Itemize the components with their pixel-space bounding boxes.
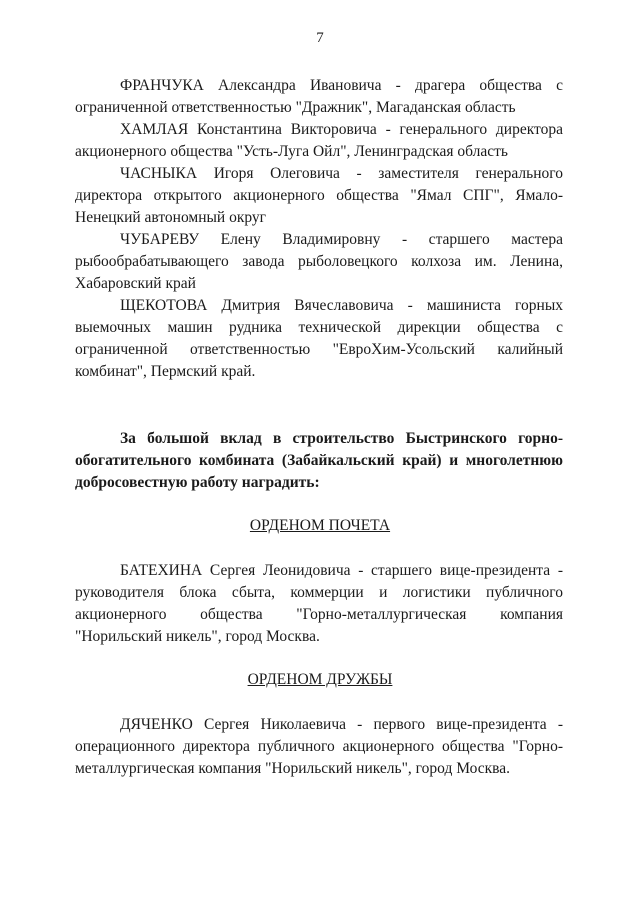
recipient-entry: ФРАНЧУКА Александра Ивановича - драгера общества с ограниченной ответственностью "Дражник", Магаданская область <box>75 77 563 116</box>
order-title-friendship: ОРДЕНОМ ДРУЖБЫ <box>247 671 393 688</box>
order-title-honor: ОРДЕНОМ ПОЧЕТА <box>249 517 391 534</box>
recipient-list <box>75 75 563 383</box>
award-intro-paragraph: За большой вклад в строительство Быстринского горно-обогатительного комбината (Забайкальский край) и многолетнюю добросовестную работу наградить: <box>75 430 563 491</box>
recipient-entry: ЧАСНЫКА Игоря Олеговича - заместителя генерального директора открытого акционерного общества "Ямал СПГ", Ямало-Ненецкий автономный округ <box>75 165 563 226</box>
recipient-entry: ХАМЛАЯ Константина Викторовича - генерального директора акционерного общества "Усть-Луга Ойл", Ленинградская область <box>75 121 563 160</box>
recipient-entry: ЩЕКОТОВА Дмитрия Вячеславовича - машиниста горных выемочных машин рудника технической дирекции общества с ограниченной ответственностью "ЕвроХим-Усольский калийный комбинат", Пермский край. <box>75 297 563 380</box>
page-number: 7 <box>316 30 324 46</box>
order-friendship-section <box>75 714 563 780</box>
recipient-entry: БАТЕХИНА Сергея Леонидовича - старшего вице-президента - руководителя блока сбыта, коммерции и логистики публичного акционерного общества "Горно-металлургическая компания "Норильский никель", город Москва. <box>75 562 563 645</box>
recipient-entry: ЧУБАРЕВУ Елену Владимировну - старшего мастера рыбообрабатывающего завода рыболовецкого колхоза им. Ленина, Хабаровский край <box>75 231 563 292</box>
order-honor-section <box>75 560 563 648</box>
recipient-entry: ДЯЧЕНКО Сергея Николаевича - первого вице-президента - операционного директора публичного акционерного общества "Горно-металлургическая компания "Норильский никель", город Москва. <box>75 716 563 777</box>
